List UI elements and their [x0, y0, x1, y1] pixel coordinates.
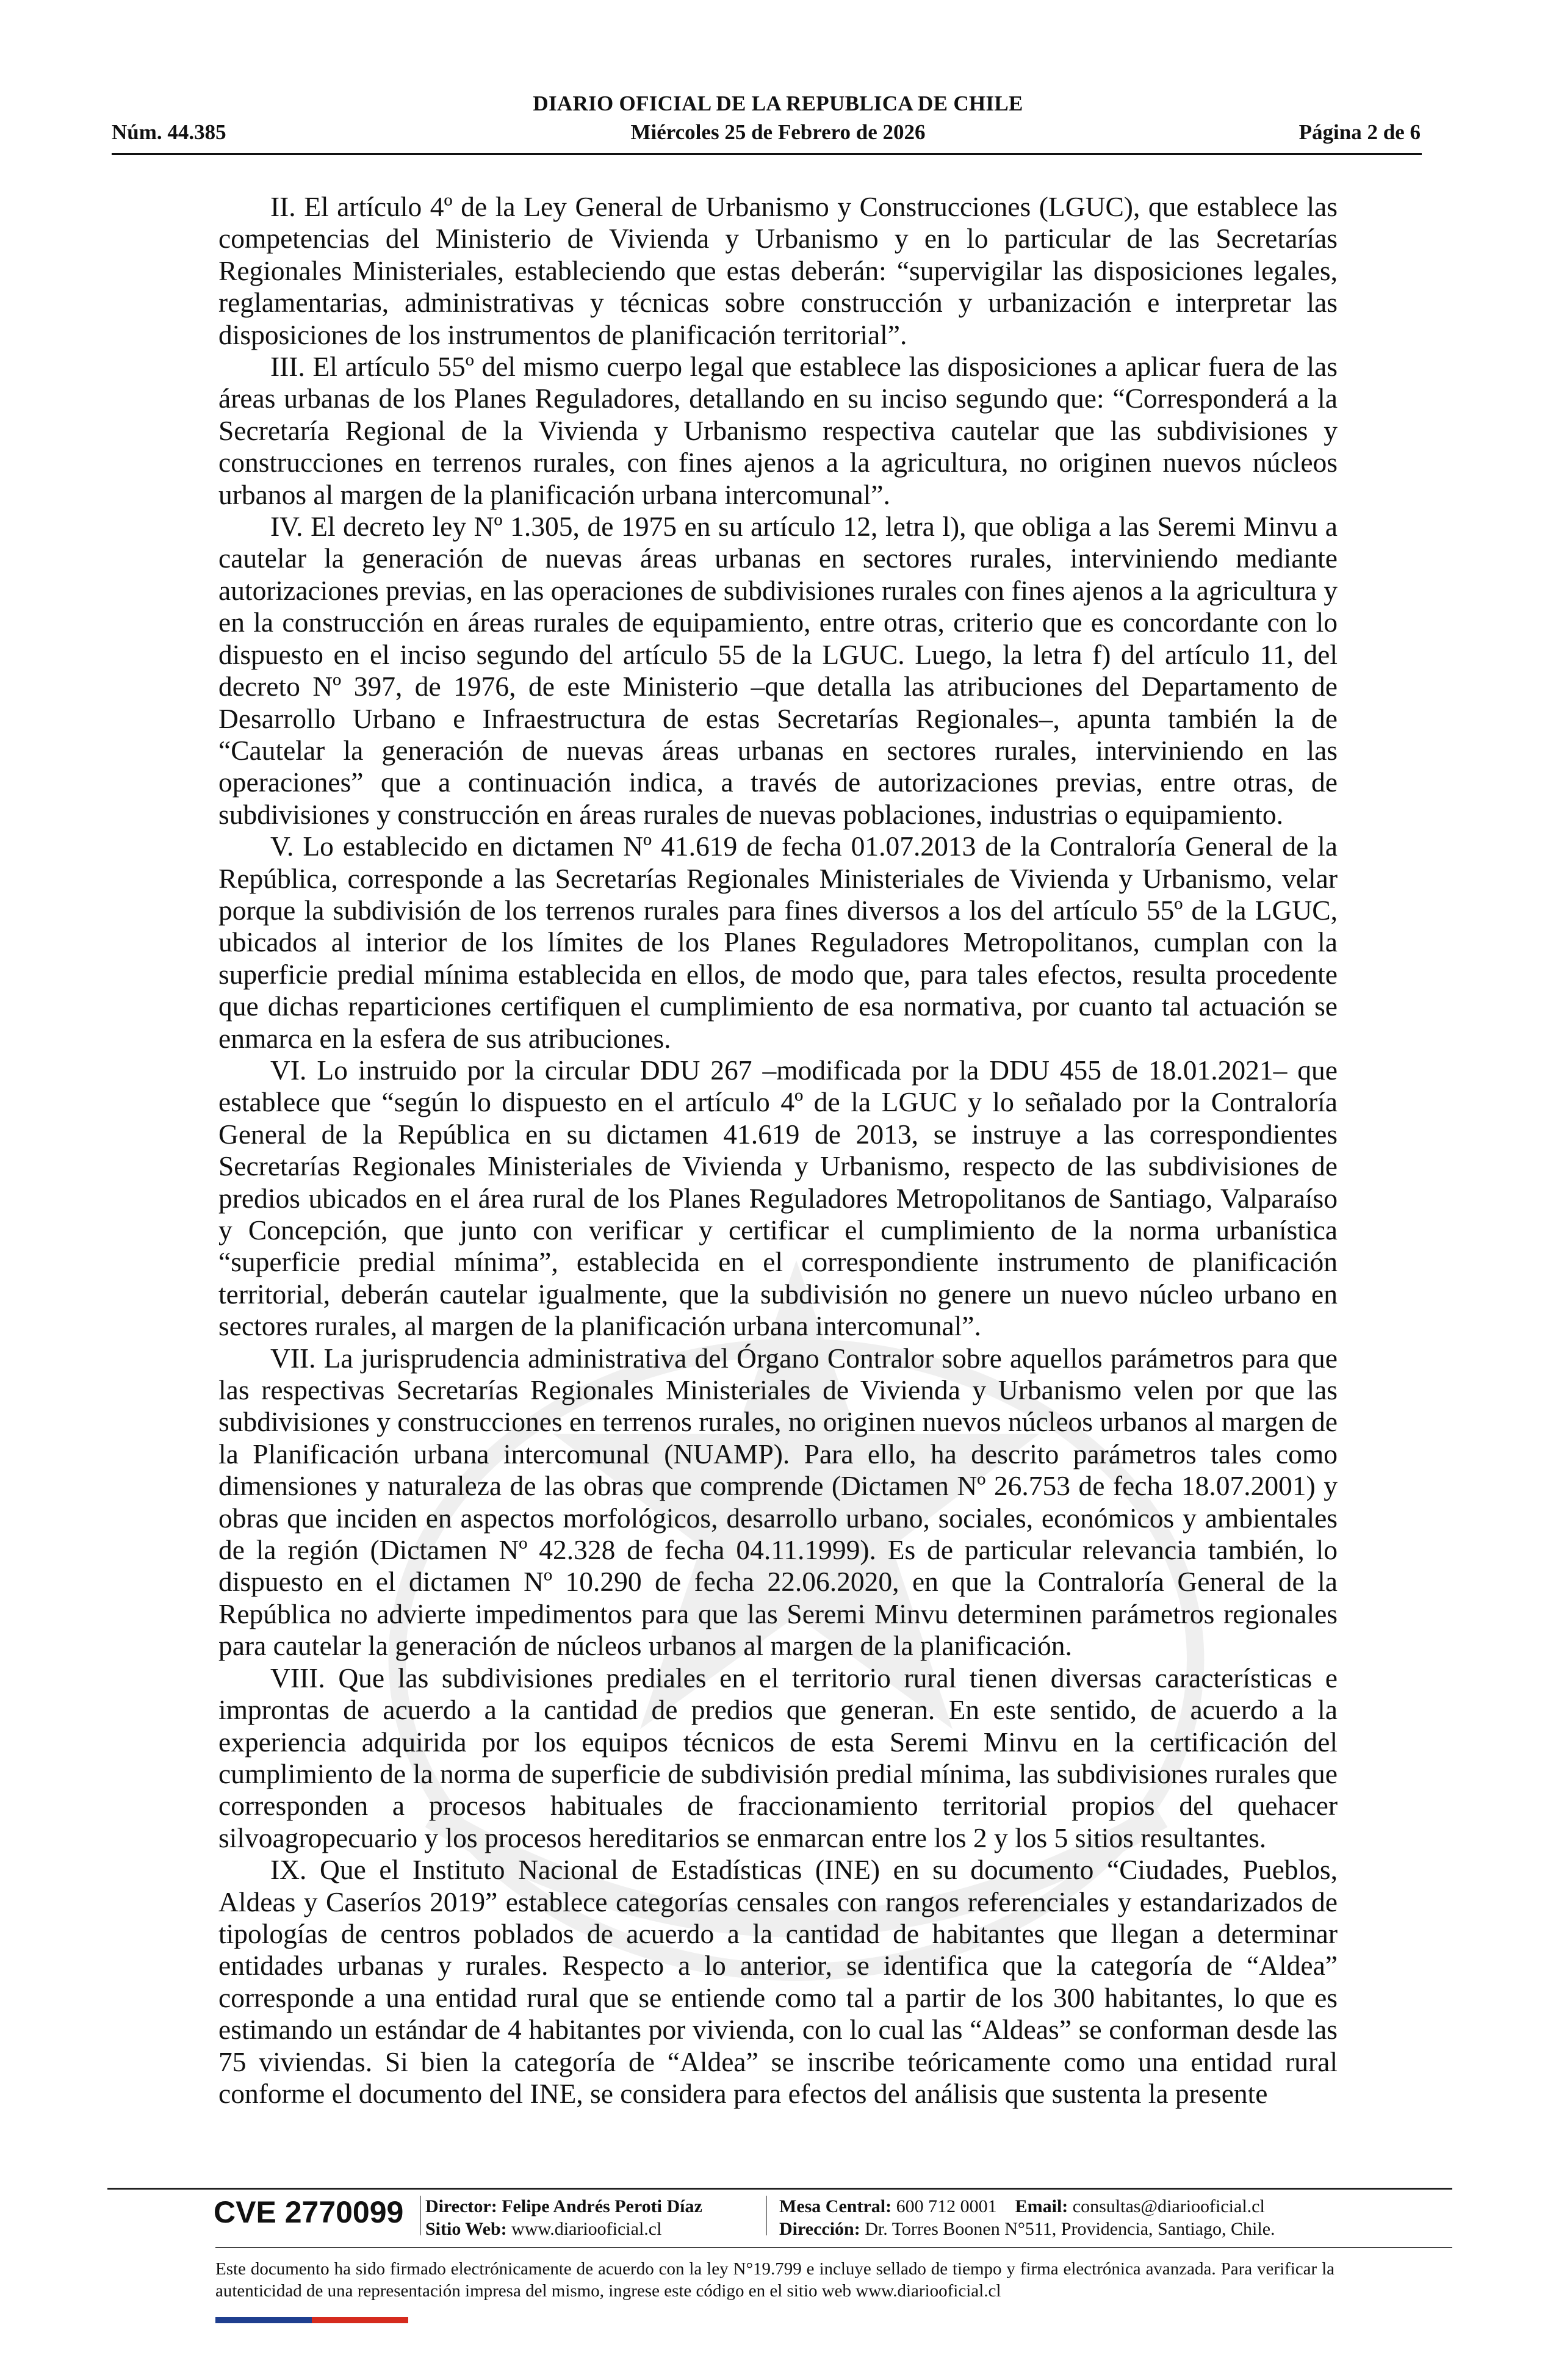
footer-contact-block: [779, 2195, 1275, 2240]
mesa-central-label: Mesa Central:: [779, 2196, 892, 2216]
issue-date: Miércoles 25 de Febrero de 2026: [630, 120, 926, 144]
newspaper-title: DIARIO OFICIAL DE LA REPUBLICA DE CHILE: [533, 92, 1023, 115]
footer-separator: [766, 2196, 767, 2235]
header-divider: [112, 153, 1422, 155]
website-label: Sitio Web:: [425, 2219, 507, 2239]
paragraph-ix: IX. Que el Instituto Nacional de Estadísticas (INE) en su documento “Ciudades, Pueblos, Aldeas y Caseríos 2019” establece categorías censales con rangos referenciales y estandarizados de tipologías de centros poblados de acuerdo a la cantidad de habitantes que llegan a determinar entidades urbanas y rurales. Respecto a lo anterior, se identifica que la categoría de “Aldea” corresponde a una entidad rural que se entiende como tal a partir de los 300 habitantes, lo que es estimando un estándar de 4 habitantes por vivienda, con lo cual las “Aldeas” se conforman desde las 75 viviendas. Si bien la categoría de “Aldea” se inscribe teóricamente como una entidad rural conforme el documento del INE, se considera para efectos del análisis que sustenta la presente: [218, 1854, 1338, 2109]
signature-notice: Este documento ha sido firmado electrónicamente de acuerdo con la ley N°19.799 e incluye sellado de tiempo y firma electrónica avanzada. Para verificar la autenticidad de una representación impresa del mismo, ingrese este código en el sitio web www.diariooficial.cl: [215, 2259, 1334, 2301]
flag-red-segment: [312, 2317, 408, 2323]
paragraph-ii: II. El artículo 4º de la Ley General de Urbanismo y Construcciones (LGUC), que establece las competencias del Ministerio de Vivienda y Urbanismo y en lo particular de las Secretarías Regionales Ministeriales, estableciendo que estas deberán: “supervigilar las disposiciones legales, reglamentarias, administrativas y técnicas sobre construcción y urbanización e interpretar las disposiciones de los instrumentos de planificación territorial”.: [218, 191, 1338, 350]
issue-number: Núm. 44.385: [112, 120, 226, 144]
chile-flag-stripe: [215, 2317, 408, 2323]
flag-blue-segment: [215, 2317, 312, 2323]
email-link[interactable]: consultas@diariooficial.cl: [1072, 2196, 1265, 2216]
paragraph-v: V. Lo establecido en dictamen Nº 41.619 de fecha 01.07.2013 de la Contraloría General de la República, corresponde a las Secretarías Regionales Ministeriales de Vivienda y Urbanismo, velar porque la subdivisión de los terrenos rurales para fines diversos a los del artículo 55º de la LGUC, ubicados al interior de los límites de los Planes Reguladores Metropolitanos, cumplan con la superficie predial mínima establecida en ellos, de modo que, para tales efectos, resulta procedente que dichas reparticiones certifiquen el cumplimiento de esa normativa, por cuanto tal actuación se enmarca en la esfera de sus atribuciones.: [218, 831, 1338, 1054]
address-label: Dirección:: [779, 2219, 860, 2239]
email-label: Email:: [1015, 2196, 1068, 2216]
footer-director-block: [425, 2195, 702, 2240]
cve-code: CVE 2770099: [214, 2195, 404, 2229]
document-body: [218, 191, 1338, 2110]
footer-separator: [420, 2196, 421, 2235]
address-value: Dr. Torres Boonen N°511, Providencia, Santiago, Chile.: [865, 2219, 1275, 2239]
website-link[interactable]: www.diariooficial.cl: [511, 2219, 662, 2239]
director-name: Felipe Andrés Peroti Díaz: [502, 2196, 702, 2216]
paragraph-viii: VIII. Que las subdivisiones prediales en el territorio rural tienen diversas características e improntas de acuerdo a la cantidad de predios que generan. En este sentido, de acuerdo a la experiencia adquirida por los equipos técnicos de esta Seremi Minvu en la certificación del cumplimiento de la norma de superficie de subdivisión predial mínima, las subdivisiones rurales que corresponden a procesos habituales de fraccionamiento territorial propios del quehacer silvoagropecuario y los procesos hereditarios se enmarcan entre los 2 y los 5 sitios resultantes.: [218, 1662, 1338, 1853]
mesa-central-phone: 600 712 0001: [896, 2196, 997, 2216]
footer-divider-bottom: [215, 2247, 1452, 2248]
paragraph-iii: III. El artículo 55º del mismo cuerpo legal que establece las disposiciones a aplicar fuera de las áreas urbanas de los Planes Reguladores, detallando en su inciso segundo que: “Corresponderá a la Secretaría Regional de la Vivienda y Urbanismo respectiva cautelar que las subdivisiones y construcciones en terrenos rurales, con fines ajenos a la agricultura, no originen nuevos núcleos urbanos al margen de la planificación urbana intercomunal”.: [218, 351, 1338, 510]
paragraph-vi: VI. Lo instruido por la circular DDU 267 –modificada por la DDU 455 de 18.01.2021– que establece que “según lo dispuesto en el artículo 4º de la LGUC y lo señalado por la Contraloría General de la República en su dictamen 41.619 de 2013, se instruye a las correspondientes Secretarías Regionales Ministeriales de Vivienda y Urbanismo, respecto de las subdivisiones de predios ubicados en el área rural de los Planes Reguladores Metropolitanos de Santiago, Valparaíso y Concepción, que junto con verificar y certificar el cumplimiento de la norma urbanística “superficie predial mínima”, establecida en el correspondiente instrumento de planificación territorial, deberán cautelar igualmente, que la subdivisión no genere un nuevo núcleo urbano en sectores rurales, al margen de la planificación urbana intercomunal”.: [218, 1054, 1338, 1342]
paragraph-vii: VII. La jurisprudencia administrativa del Órgano Contralor sobre aquellos parámetros para que las respectivas Secretarías Regionales Ministeriales de Vivienda y Urbanismo velen por que las subdivisiones y construcciones en terrenos rurales, no originen nuevos núcleos urbanos al margen de la Planificación urbana intercomunal (NUAMP). Para ello, ha descrito parámetros tales como dimensiones y naturaleza de las obras que comprende (Dictamen Nº 26.753 de fecha 18.07.2001) y obras que inciden en aspectos morfológicos, desarrollo urbano, sociales, económicos y ambientales de la región (Dictamen Nº 42.328 de fecha 04.11.1999). Es de particular relevancia también, lo dispuesto en el dictamen Nº 10.290 de fecha 22.06.2020, en que la Contraloría General de la República no advierte impedimentos para que las Seremi Minvu determinen parámetros regionales para cautelar la generación de núcleos urbanos al margen de la planificación.: [218, 1342, 1338, 1662]
page-indicator: Página 2 de 6: [1298, 120, 1421, 144]
footer-divider-top: [107, 2188, 1452, 2190]
paragraph-iv: IV. El decreto ley Nº 1.305, de 1975 en su artículo 12, letra l), que obliga a las Seremi Minvu a cautelar la generación de nuevas áreas urbanas en sectores rurales, interviniendo mediante autorizaciones previas, en las operaciones de subdivisiones rurales con fines ajenos a la agricultura y en la construcción en áreas rurales de equipamiento, entre otras, criterio que es concordante con lo dispuesto en el inciso segundo del artículo 55 de la LGUC. Luego, la letra f) del artículo 11, del decreto Nº 397, de 1976, de este Ministerio –que detalla las atribuciones del Departamento de Desarrollo Urbano e Infraestructura de estas Secretarías Regionales–, apunta también la de “Cautelar la generación de nuevas áreas urbanas en sectores rurales, interviniendo en las operaciones” que a continuación indica, a través de autorizaciones previas, entre otras, de subdivisiones y construcción en áreas rurales de nuevas poblaciones, industrias o equipamiento.: [218, 511, 1338, 830]
director-label: Director:: [425, 2196, 497, 2216]
